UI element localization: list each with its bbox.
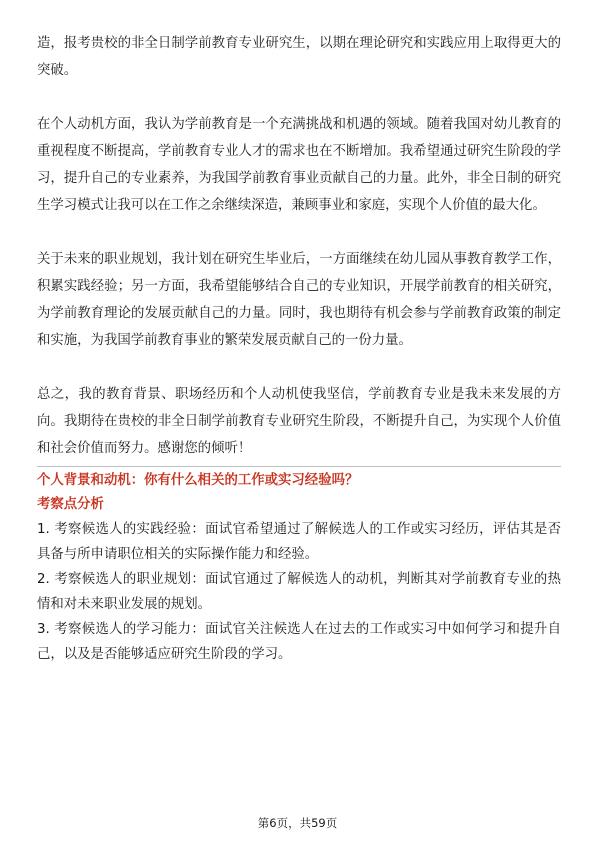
interview-question: 个人背景和动机：你有什么相关的工作或实习经验吗？ — [37, 473, 359, 488]
analysis-item: 1. 考察候选人的实践经验：面试官希望通过了解候选人的工作或实习经历，评估其是否具备与所申请职位相关的实际操作能力和经验。 — [37, 522, 561, 562]
body-paragraph: 造，报考贵校的非全日制学前教育专业研究生，以期在理论研究和实践应用上取得更大的突破。 — [37, 36, 561, 78]
analysis-item: 3. 考察候选人的学习能力：面试官关注候选人在过去的工作或实习中如何学习和提升自己，以及是否能够适应研究生阶段的学习。 — [37, 622, 561, 662]
analysis-item: 2. 考察候选人的职业规划：面试官通过了解候选人的动机，判断其对学前教育专业的热情和对未来职业发展的规划。 — [37, 572, 561, 612]
body-paragraph: 总之，我的教育背景、职场经历和个人动机使我坚信，学前教育专业是我未来发展的方向。我期待在贵校的非全日制学前教育专业研究生阶段，不断提升自己，为实现个人价值和社会价值而努力。感谢您的倾听！ — [37, 387, 561, 456]
paragraph-spacer — [37, 219, 561, 246]
page-number: 第6页，共59页 — [257, 816, 338, 830]
analysis-heading: 考察点分析 — [37, 497, 104, 512]
paragraph-spacer — [37, 84, 561, 111]
section-divider — [37, 466, 561, 467]
page-content — [37, 30, 561, 667]
body-paragraph: 关于未来的职业规划，我计划在研究生毕业后，一方面继续在幼儿园从事教育教学工作，积累实践经验；另一方面，我希望能够结合自己的专业知识，开展学前教育的相关研究，为学前教育理论的发展贡献自己的力量。同时，我也期待有机会参与学前教育政策的制定和实施，为我国学前教育事业的繁荣发展贡献自己的一份力量。 — [37, 252, 561, 348]
body-paragraph: 在个人动机方面，我认为学前教育是一个充满挑战和机遇的领域。随着我国对幼儿教育的重视程度不断提高，学前教育专业人才的需求也在不断增加。我希望通过研究生阶段的学习，提升自己的专业素养，为我国学前教育事业贡献自己的力量。此外，非全日制的研究生学习模式让我可以在工作之余继续深造，兼顾事业和家庭，实现个人价值的最大化。 — [37, 117, 561, 213]
paragraph-spacer — [37, 354, 561, 381]
